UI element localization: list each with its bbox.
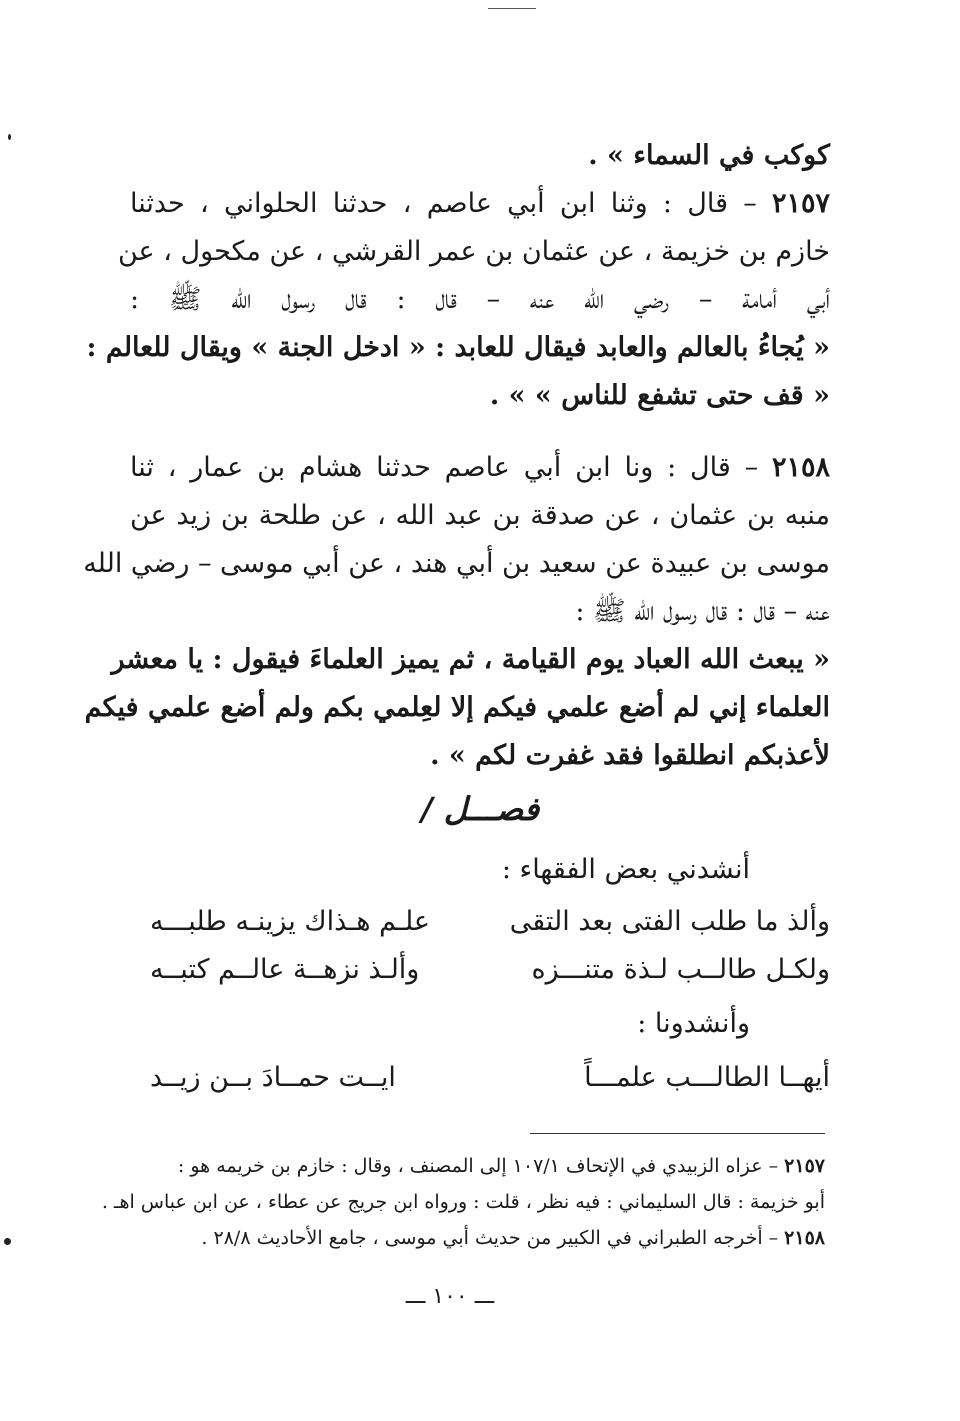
- hadith-2157-quote2: « قف حتى تشفع للناس » » .: [489, 380, 830, 411]
- verse-2-second-hemistich: وألـذ نزهــة عالــم كتبــه: [150, 954, 420, 985]
- scan-speck: [8, 134, 11, 140]
- opening-line: كوكب في السماء » .: [588, 140, 830, 171]
- hadith-2158-quote1: « يبعث الله العباد يوم القيامة ، ثم يميز العلماءَ فيقول : يا معشر: [111, 644, 830, 675]
- hadith-number-2158: ٢١٥٨: [771, 452, 830, 483]
- section-heading: فصـــل /: [420, 790, 540, 828]
- verse-3-second-hemistich: ايــت حمــادَ بــن زيــد: [150, 1062, 396, 1093]
- hadith-2157-line1: [130, 180, 830, 228]
- verse-row-2: [150, 946, 830, 994]
- top-rule: [488, 8, 536, 9]
- hadith-2158-quote3: لأعذبكم انطلقوا فقد غفرت لكم » .: [430, 740, 830, 771]
- page-number: ـــ ١٠٠ ـــ: [405, 1284, 495, 1309]
- hadith-2158-quote2: العلماء إني لم أضع علمي فيكم إلا لعِلمي بكم ولم أضع علمي فيكم: [84, 692, 830, 723]
- footnote-number-2158: ٢١٥٨: [784, 1227, 825, 1249]
- hadith-2157-line2: خازم بن خزيمة ، عن عثمان بن عمر القرشي ، عن مكحول ، عن: [117, 236, 830, 267]
- hadith-2157-quote1: « يُجاءُ بالعالم والعابد فيقال للعابد : « ادخل الجنة » ويقال للعالم :: [86, 332, 830, 363]
- intro-line-2: وأنشدونا :: [637, 1008, 750, 1039]
- hadith-2158-line2: منبه بن عثمان ، عن صدقة بن عبد الله ، عن طلحة بن زيد عن: [130, 500, 830, 531]
- main-text-upper: [86, 132, 830, 420]
- verse-2-first-hemistich: ولكـل طالــب لـذة متنـــزه: [531, 954, 830, 985]
- footnote-2157-continued: أبو خزيمة : قال السليماني : فيه نظر ، قلت : ورواه ابن جريج عن عطاء ، عن ابن عباس اهـ .: [101, 1191, 825, 1213]
- hadith-2157-line3: أبي أمامة – رضي الله عنه – قال : قال رسول الله ﷺ :: [130, 284, 830, 315]
- poetry-intro-1: [150, 846, 750, 894]
- verse-1-first-hemistich: وألذ ما طلب الفتى بعد التقى: [509, 906, 830, 937]
- footnote-number-2157: ٢١٥٧: [784, 1155, 825, 1177]
- verse-row-3: [150, 1054, 830, 1102]
- intro-line-1: أنشدني بعض الفقهاء :: [501, 854, 750, 885]
- hadith-2158-line3: موسى بن عبيدة عن سعيد بن أبي هند ، عن أبي موسى – رضي الله: [83, 548, 830, 579]
- hadith-number-2157: ٢١٥٧: [771, 188, 830, 219]
- hadith-2157-line1-text: – قال : وثنا ابن أبي عاصم ، حدثنا الحلواني ، حدثنا: [130, 188, 772, 219]
- footnote-2157: [80, 1148, 825, 1184]
- verse-1-second-hemistich: علـم هـذاك يزينـه طلبـــه: [150, 906, 430, 937]
- footnote-2157-text: – عزاه الزبيدي في الإتحاف ١٠٧/١ إلى المصنف ، وقال : خازم بن خريمه هو :: [177, 1155, 785, 1177]
- verse-3-first-hemistich: أيهــا الطالـــب علمـــاً: [584, 1062, 830, 1093]
- verse-row-1: [150, 898, 830, 946]
- footnote-2158-text: – أخرجه الطبراني في الكبير من حديث أبي موسى ، جامع الأحاديث ٢٨/٨ .: [201, 1227, 785, 1249]
- footnotes: [80, 1148, 825, 1256]
- scan-speck: [4, 1238, 11, 1245]
- footnote-2158: [80, 1220, 825, 1256]
- hadith-2158-line4: عنه – قال : قال رسول الله ﷺ :: [575, 596, 830, 627]
- hadith-2158-line1-text: – قال : ونا ابن أبي عاصم حدثنا هشام بن عمار ، ثنا: [130, 452, 772, 483]
- footnote-separator: [530, 1133, 825, 1134]
- main-text-lower: [83, 444, 830, 780]
- poetry-intro-2: [150, 1000, 750, 1048]
- hadith-2158-line1: [130, 444, 830, 492]
